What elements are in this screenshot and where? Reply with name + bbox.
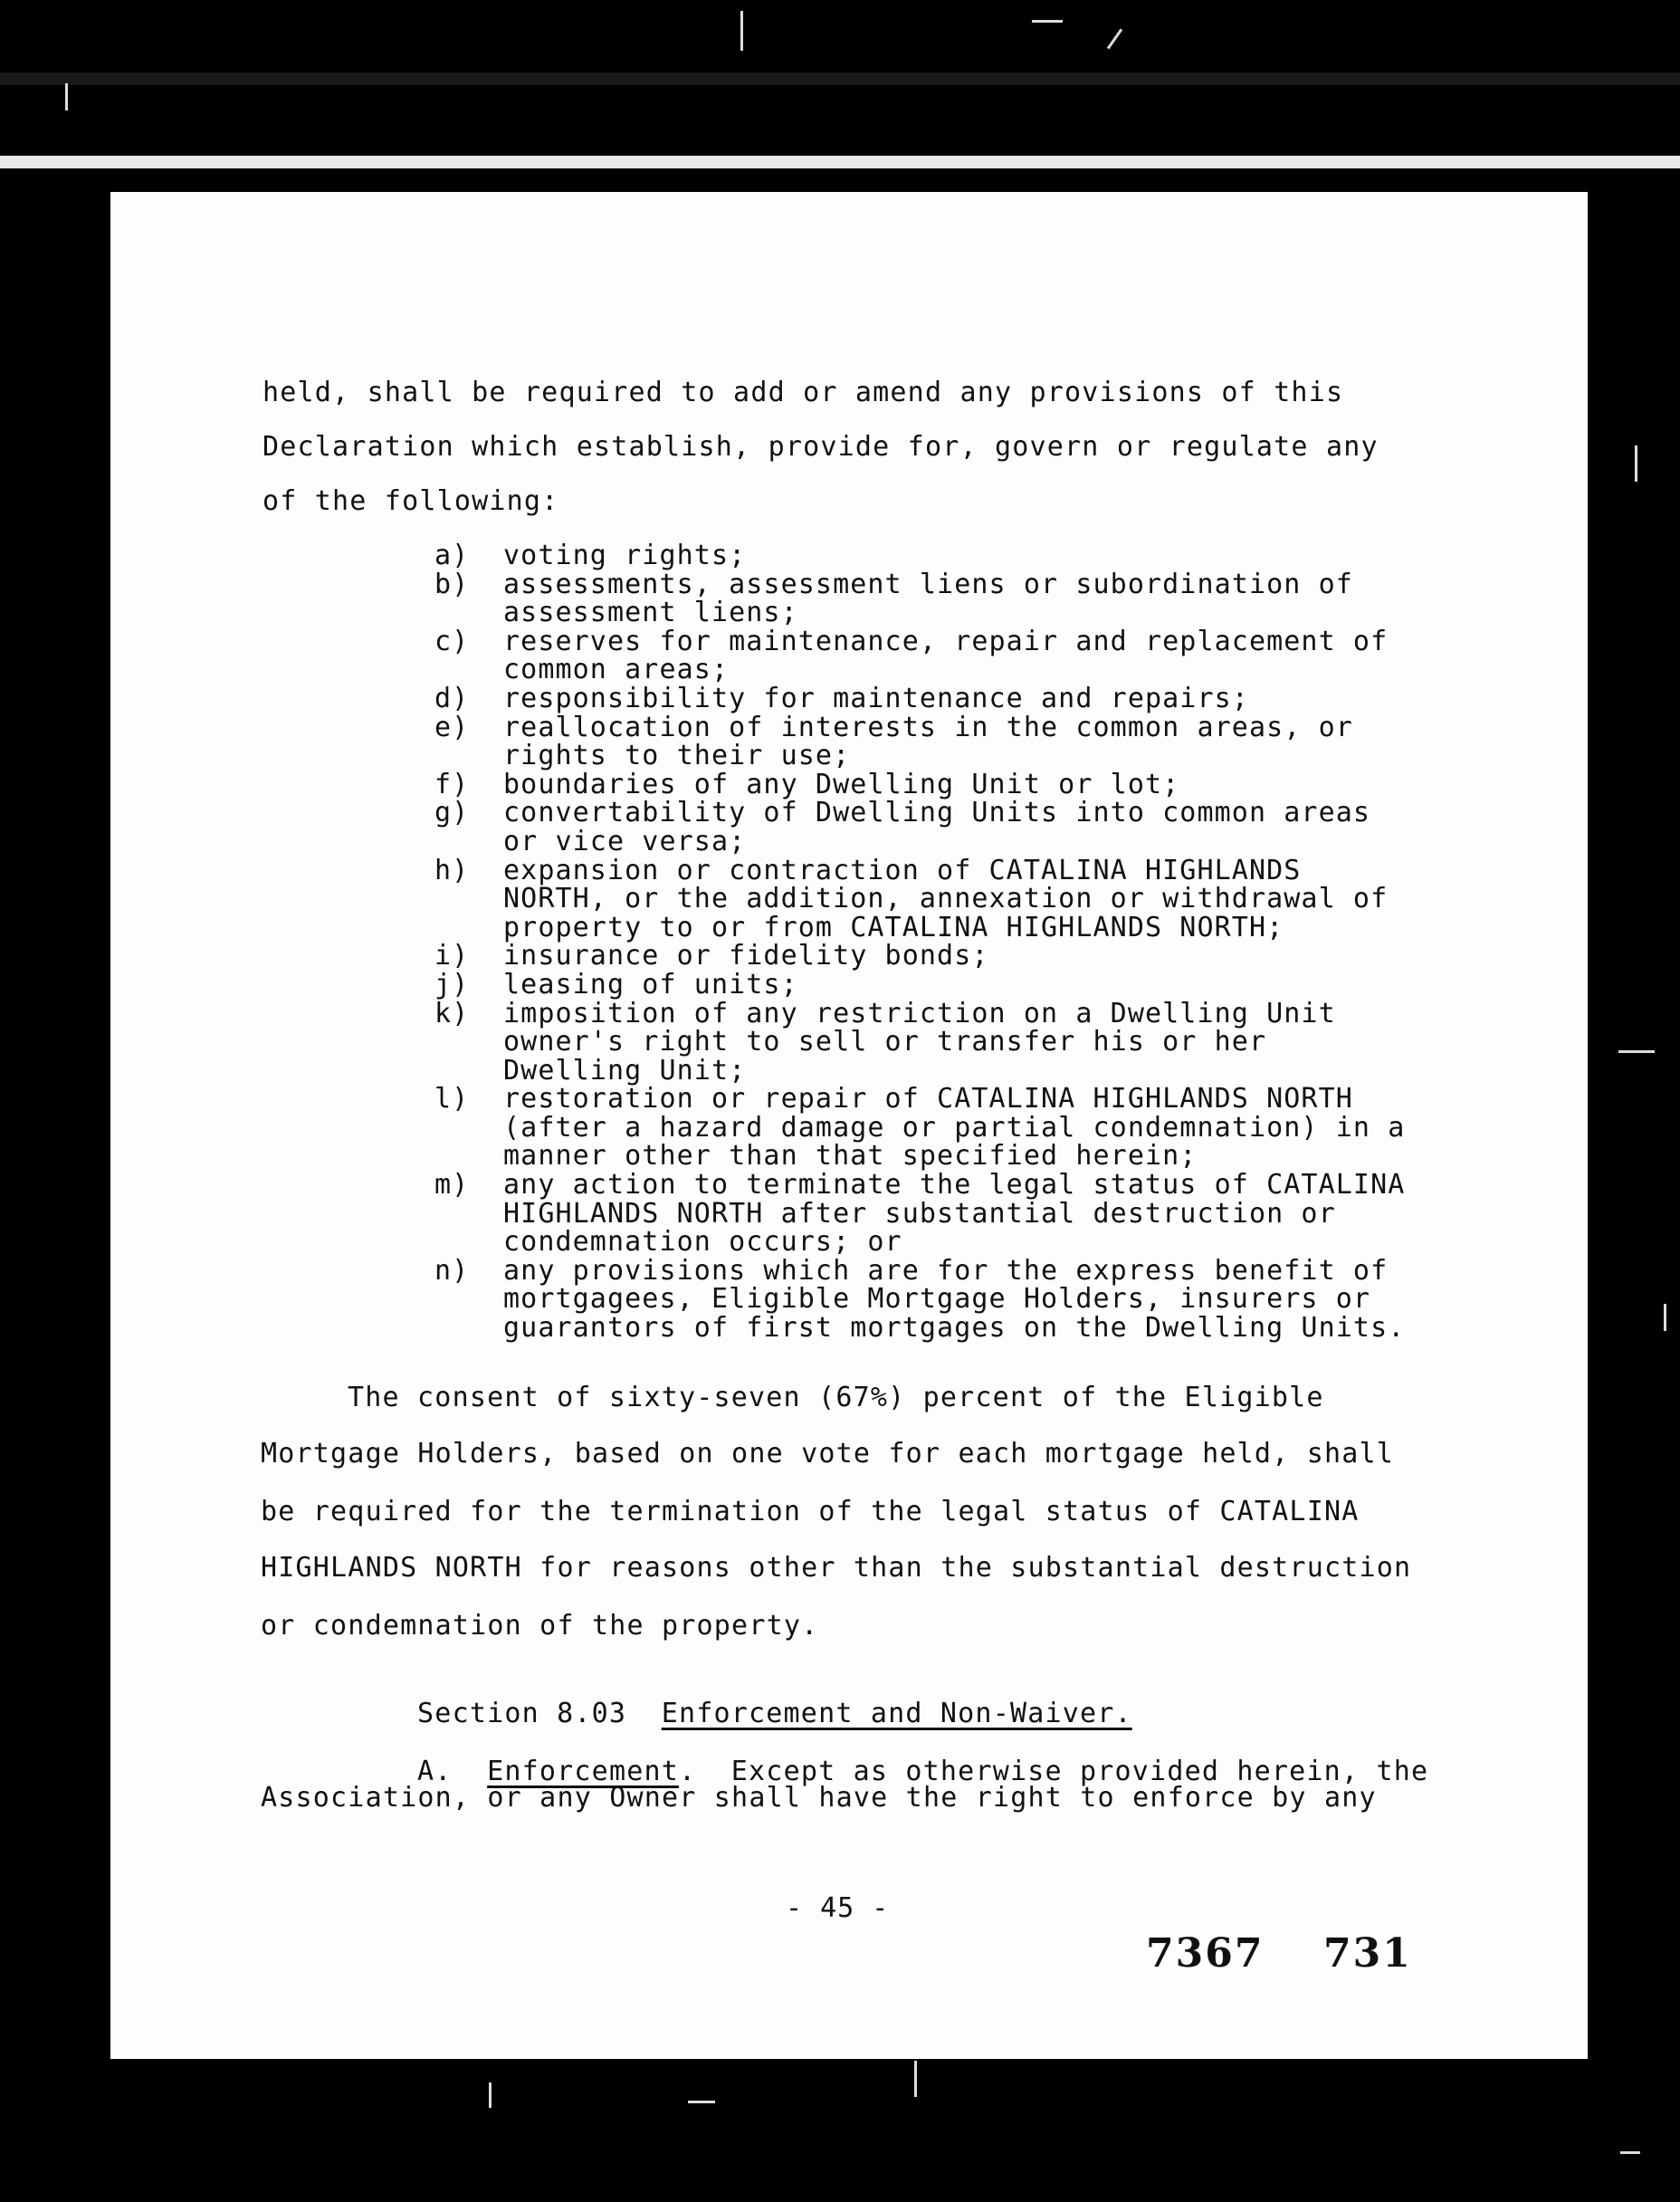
list-marker: m) [434, 1169, 470, 1202]
scan-speck [65, 83, 68, 110]
list-item-text: restoration or repair of CATALINA HIGHLANDS NORTH (after a hazard damage or partial condemnation) in a manner other than that specified herein; [503, 1083, 1406, 1173]
list-marker: e) [434, 711, 470, 743]
list-item-text: any provisions which are for the express benefit of mortgagees, Eligible Mortgage Holders, insurers or guarantors of first mortgages on the Dwelling Units. [503, 1254, 1406, 1345]
intro-line: Declaration which establish, provide for, govern or regulate any [262, 431, 1379, 463]
scan-speck [1620, 2151, 1640, 2154]
list-marker: f) [434, 768, 470, 800]
list-marker: b) [434, 568, 470, 600]
list-item-text: leasing of units; [503, 968, 798, 1000]
intro-line: of the following: [262, 485, 559, 517]
list-item [434, 968, 1566, 1000]
scan-speck [1618, 1050, 1655, 1053]
list-item-text: any action to terminate the legal status of CATALINA HIGHLANDS NORTH after substantial destruction or condemnation occurs; or [503, 1169, 1406, 1259]
scan-top-band [0, 72, 1680, 85]
list-marker: i) [434, 940, 470, 972]
list-item [434, 854, 1566, 943]
scan-speck [688, 2101, 715, 2103]
list-item [434, 682, 1566, 714]
list-item [434, 541, 1566, 570]
recording-page-number: 731 [1323, 1930, 1412, 1977]
list-marker: j) [434, 968, 470, 1000]
list-marker: l) [434, 1083, 470, 1115]
enforcement-label: A. [417, 1756, 453, 1787]
scan-speck [1032, 20, 1063, 23]
scan-speck [1635, 445, 1637, 482]
list-item-text: reallocation of interests in the common areas, or rights to their use; [503, 711, 1353, 772]
list-item-text: assessments, assessment liens or subordination of assessment liens; [503, 568, 1353, 629]
enforcement-line: Association, or any Owner shall have the right to enforce by any [261, 1782, 1377, 1814]
scan-speck [740, 11, 743, 51]
intro-line: held, shall be required to add or amend any provisions of this [262, 377, 1344, 408]
list-item [434, 942, 1566, 971]
list-marker: d) [434, 682, 470, 714]
enforcement-heading: Enforcement [487, 1756, 679, 1787]
scan-speck [914, 2061, 917, 2097]
consent-line: The consent of sixty-seven (67%) percent of the Eligible [348, 1382, 1324, 1413]
section-number: Section 8.03 [417, 1698, 627, 1729]
list-item [434, 713, 1566, 771]
list-marker: h) [434, 854, 470, 886]
list-marker: n) [434, 1254, 470, 1287]
consent-line: be required for the termination of the legal status of CATALINA [261, 1496, 1360, 1527]
list-item [434, 799, 1566, 856]
list-item-text: responsibility for maintenance and repairs; [503, 682, 1249, 714]
list-item [434, 997, 1566, 1087]
list-item-text: expansion or contraction of CATALINA HIGHLANDS NORTH, or the addition, annexation or withdrawal of property to or from CATALINA HIGHLANDS NORTH; [503, 854, 1389, 943]
list-marker: a) [434, 540, 470, 571]
consent-line: Mortgage Holders, based on one vote for each mortgage held, shall [261, 1438, 1394, 1470]
list-item [434, 1171, 1566, 1257]
page-number: - 45 - [786, 1892, 890, 1924]
list-item [434, 570, 1566, 627]
scan-speck [1107, 28, 1122, 49]
list-item [434, 1085, 1566, 1171]
consent-line: HIGHLANDS NORTH for reasons other than the substantial destruction [261, 1552, 1412, 1584]
section-title: Enforcement and Non-Waiver. [661, 1698, 1132, 1729]
provisions-list [434, 541, 1566, 1343]
scan-speck [489, 2082, 492, 2108]
list-item-text: boundaries of any Dwelling Unit or lot; [503, 768, 1180, 800]
enforcement-text: . Except as otherwise provided herein, the [679, 1756, 1429, 1787]
list-marker: k) [434, 997, 470, 1029]
list-item-text: convertability of Dwelling Units into common areas or vice versa; [503, 797, 1371, 857]
list-item-text: voting rights; [503, 540, 747, 571]
recording-book-number: 7367 [1146, 1930, 1265, 1977]
document-page [110, 192, 1588, 2059]
list-item [434, 768, 1566, 800]
scan-speck [1664, 1304, 1666, 1331]
list-item [434, 1254, 1566, 1345]
scan-top-rule [0, 156, 1680, 168]
list-item-text: insurance or fidelity bonds; [503, 940, 989, 972]
list-marker: g) [434, 797, 470, 829]
list-item [434, 627, 1566, 685]
list-item-text: reserves for maintenance, repair and replacement of common areas; [503, 625, 1389, 686]
list-item-text: imposition of any restriction on a Dwelling Unit owner's right to sell or transfer his or her Dwelling Unit; [503, 997, 1336, 1087]
consent-line: or condemnation of the property. [261, 1610, 819, 1642]
list-marker: c) [434, 625, 470, 657]
